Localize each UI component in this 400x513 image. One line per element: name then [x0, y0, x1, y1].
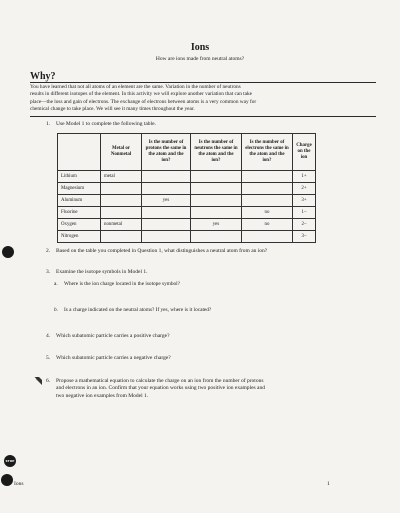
question-text: Propose a mathematical equation to calculate the charge on an ion from the number of protons — [56, 378, 264, 384]
table-header: Charge on the ion — [293, 134, 316, 171]
table-row — [58, 207, 316, 219]
table-row — [58, 195, 316, 207]
page-subtitle: How are ions made from neutral atoms? — [155, 56, 245, 62]
question-text: Examine the isotope symbols in Model 1. — [56, 269, 148, 275]
question-text: Where is the ion charge located in the isotope symbol? — [64, 281, 180, 287]
electrons-cell[interactable] — [242, 195, 293, 207]
element-name: Lithium — [58, 171, 101, 183]
neutrons-cell[interactable]: yes — [191, 219, 242, 231]
metal-cell[interactable] — [101, 195, 142, 207]
question-text: Which subatomic particle carries a negative charge? — [56, 355, 171, 361]
table-header-row — [58, 134, 316, 171]
question-number: 4. — [46, 333, 51, 339]
intro-paragraph — [30, 84, 375, 114]
neutrons-cell[interactable] — [191, 195, 242, 207]
table-row — [58, 231, 316, 243]
neutrons-cell[interactable] — [191, 171, 242, 183]
question-3a — [54, 281, 180, 287]
electrons-cell[interactable] — [242, 183, 293, 195]
element-name: Magnesium — [58, 183, 101, 195]
electrons-cell[interactable] — [242, 231, 293, 243]
protons-cell[interactable] — [142, 219, 191, 231]
charge-cell: 2– — [293, 219, 316, 231]
table-header — [58, 134, 101, 171]
question-6 — [46, 378, 346, 400]
bullet-dot-icon — [2, 246, 14, 258]
charge-cell: 3+ — [293, 195, 316, 207]
table-row — [58, 219, 316, 231]
table-row — [58, 183, 316, 195]
question-3b — [54, 307, 211, 313]
element-name: Oxygen — [58, 219, 101, 231]
question-number: 6. — [46, 378, 51, 384]
table-header: Is the number of protons the same in the atom and the ion? — [142, 134, 191, 171]
intro-line: chemical change to take place. We will see it many times throughout the year. — [30, 106, 195, 113]
question-number: 5. — [46, 355, 51, 361]
bullet-dot-icon — [1, 474, 13, 486]
question-text: and electrons in an ion. Confirm that your equation works using two positive ion examples and — [56, 385, 265, 392]
page-number: 1 — [327, 481, 330, 487]
intro-line: You have learned that not all atoms of an element are the same. Variation in the number of neutrons — [30, 84, 241, 90]
intro-line: place—the loss and gain of electrons. The exchange of electrons between atoms is a very common way for — [30, 98, 257, 105]
protons-cell[interactable] — [142, 231, 191, 243]
charge-cell: 1– — [293, 207, 316, 219]
question-number: 1. — [46, 121, 51, 127]
intro-line: results in different isotopes of the element. In this activity we will explore another variation that can take — [30, 91, 253, 98]
neutrons-cell[interactable] — [191, 231, 242, 243]
protons-cell[interactable] — [142, 183, 191, 195]
question-text: Is a charge indicated on the neutral atoms? If yes, where is it located? — [64, 307, 212, 313]
element-name: Aluminum — [58, 195, 101, 207]
question-1 — [46, 121, 156, 128]
electrons-cell[interactable] — [242, 171, 293, 183]
question-text: Use Model 1 to complete the following table. — [56, 121, 156, 127]
metal-cell[interactable]: nonmetal — [101, 219, 142, 231]
question-number: 3. — [46, 269, 51, 275]
why-divider — [30, 82, 376, 83]
question-text: Which subatomic particle carries a positive charge? — [56, 333, 170, 339]
element-name: Fluorine — [58, 207, 101, 219]
question-3 — [46, 269, 148, 276]
metal-cell[interactable] — [101, 183, 142, 195]
table-header: Metal or Nonmetal — [101, 134, 142, 171]
metal-cell[interactable] — [101, 207, 142, 219]
metal-cell[interactable]: metal — [101, 171, 142, 183]
model-table — [57, 133, 316, 243]
question-letter: b. — [54, 307, 58, 313]
footer-title: Ions — [14, 481, 24, 487]
neutrons-cell[interactable] — [191, 207, 242, 219]
protons-cell[interactable] — [142, 207, 191, 219]
charge-cell: 2+ — [293, 183, 316, 195]
table-header: Is the number of electrons the same in the atom and the ion? — [242, 134, 293, 171]
electrons-cell[interactable]: no — [242, 207, 293, 219]
question-text: Based on the table you completed in Question 1, what distinguishes a neutral atom from an ion? — [56, 248, 268, 254]
electrons-cell[interactable]: no — [242, 219, 293, 231]
page-title: Ions — [190, 42, 210, 53]
question-text: two negative ion examples from Model 1. — [56, 392, 149, 399]
neutrons-cell[interactable] — [191, 183, 242, 195]
element-name: Nitrogen — [58, 231, 101, 243]
question-4 — [46, 333, 170, 340]
protons-cell[interactable] — [142, 171, 191, 183]
why-heading: Why? — [30, 71, 56, 82]
question-5 — [46, 355, 171, 362]
metal-cell[interactable] — [101, 231, 142, 243]
table-header: Is the number of neutrons the same in the atom and the ion? — [191, 134, 242, 171]
question-2 — [46, 248, 267, 255]
intro-divider — [30, 116, 376, 117]
question-letter: a. — [54, 281, 58, 287]
stop-sign-icon: STOP — [4, 455, 16, 467]
charge-cell: 3– — [293, 231, 316, 243]
pencil-icon — [33, 376, 43, 386]
charge-cell: 1+ — [293, 171, 316, 183]
protons-cell[interactable]: yes — [142, 195, 191, 207]
table-row — [58, 171, 316, 183]
question-number: 2. — [46, 248, 51, 254]
